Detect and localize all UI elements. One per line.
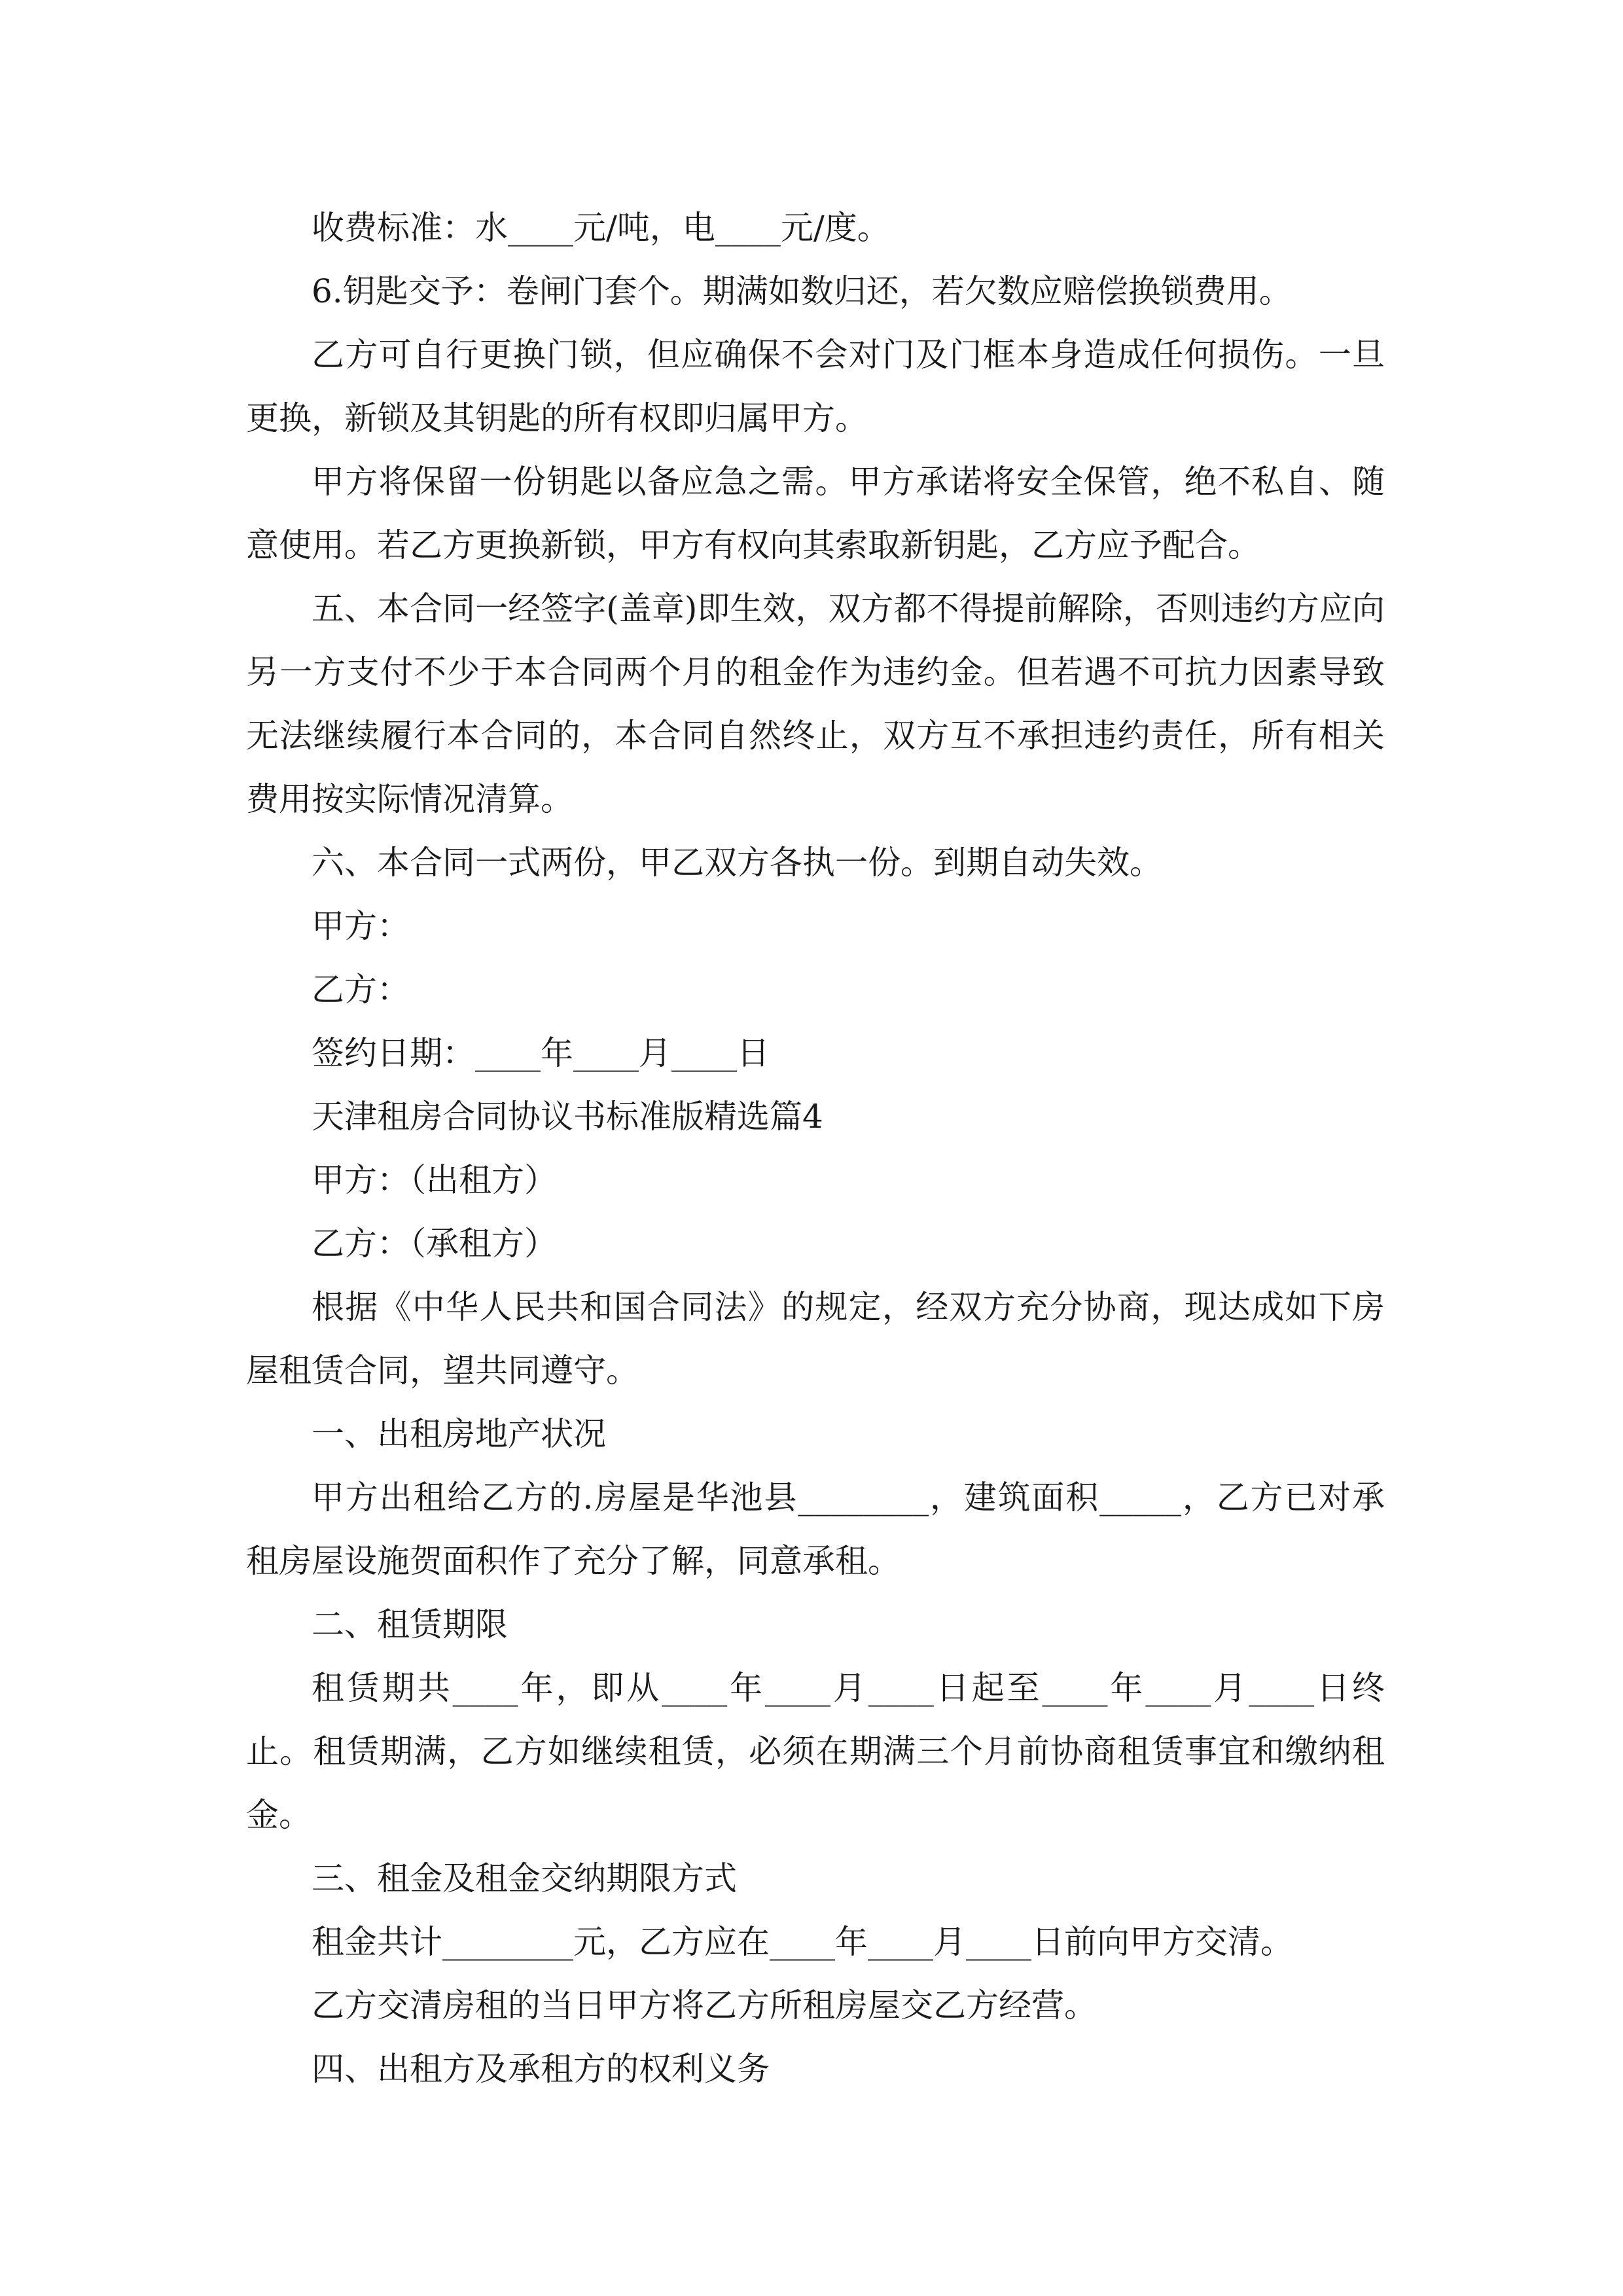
party-a-lessor: 甲方：（出租方） — [312, 1161, 557, 1199]
rent-amount-line: 租金共计________元，乙方应在____年____月____日前向甲方交清。 — [312, 1923, 1293, 1961]
lock-change-paragraph: 乙方可自行更换门锁，但应确保不会对门及门框本身造成任何损伤。一旦更换，新锁及其钥匙的所有权即归属甲方。 — [246, 336, 1385, 437]
handover-line: 乙方交清房租的当日甲方将乙方所租房屋交乙方经营。 — [312, 1986, 1097, 2024]
key-handover-clause: 6.钥匙交予：卷闸门套个。期满如数归还，若欠数应赔偿换锁费用。 — [312, 272, 1292, 310]
clause-five: 五、本合同一经签字(盖章)即生效，双方都不得提前解除，否则违约方应向另一方支付不少于本合同两个月的租金作为违约金。但若遇不可抗力因素导致无法继续履行本合同的，本合同自然终止，双方互不承担违约责任，所有相关费用按实际情况清算。 — [246, 590, 1385, 818]
lease-term-paragraph: 租赁期共____年，即从____年____月____日起至____年____月____日终止。租赁期满，乙方如继续租赁，必须在期满三个月前协商租赁事宜和缴纳租金。 — [246, 1669, 1385, 1834]
preamble-paragraph: 根据《中华人民共和国合同法》的规定，经双方充分协商，现达成如下房屋租赁合同，望共同遵守。 — [246, 1288, 1385, 1390]
section-title: 天津租房合同协议书标准版精选篇4 — [312, 1098, 823, 1136]
party-a-signature-line: 甲方： — [312, 907, 410, 945]
party-b-signature-line: 乙方： — [312, 971, 410, 1009]
fee-standard-line: 收费标准：水____元/吨，电____元/度。 — [312, 209, 890, 247]
heading-rights-obligations: 四、出租方及承租方的权利义务 — [312, 2050, 770, 2088]
document-body — [246, 196, 1385, 2101]
heading-property-status: 一、出租房地产状况 — [312, 1415, 606, 1453]
heading-lease-term: 二、租赁期限 — [312, 1605, 508, 1643]
heading-rent-payment: 三、租金及租金交纳期限方式 — [312, 1859, 737, 1897]
spare-key-paragraph: 甲方将保留一份钥匙以备应急之需。甲方承诺将安全保管，绝不私自、随意使用。若乙方更换新锁，甲方有权向其索取新钥匙，乙方应予配合。 — [246, 463, 1385, 564]
signing-date-line: 签约日期：____年____月____日 — [312, 1034, 770, 1072]
property-description: 甲方出租给乙方的.房屋是华池县________，建筑面积_____，乙方已对承租房屋设施贺面积作了充分了解，同意承租。 — [246, 1479, 1385, 1580]
party-b-lessee: 乙方：（承租方） — [312, 1225, 557, 1263]
clause-six: 六、本合同一式两份，甲乙双方各执一份。到期自动失效。 — [312, 844, 1162, 882]
